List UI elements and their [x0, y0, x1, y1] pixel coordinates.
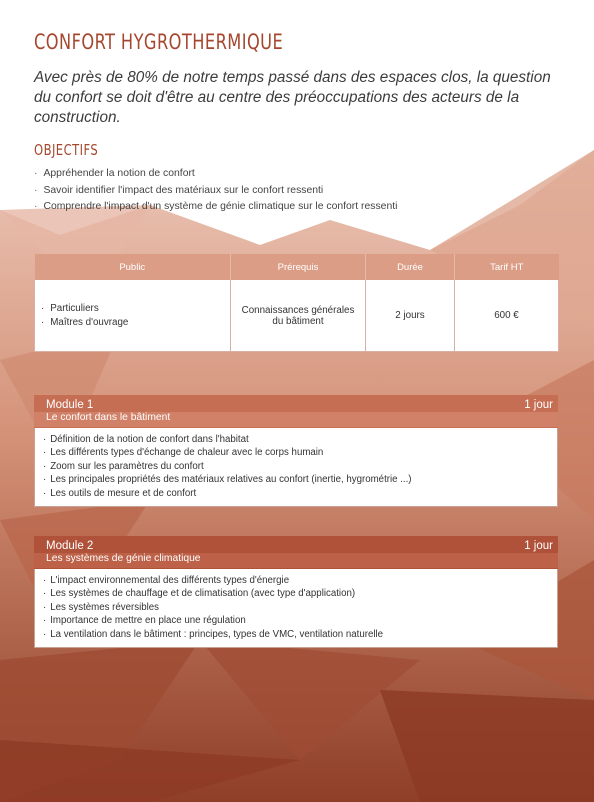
module-2 [34, 536, 558, 648]
module-content [34, 428, 558, 507]
objective-item: · Comprendre l'impact d'un système de génie climatique sur le confort ressenti [34, 199, 397, 216]
objective-item: · Savoir identifier l'impact des matériaux sur le confort ressenti [34, 183, 397, 200]
module-subtitle: Le confort dans le bâtiment [46, 412, 171, 423]
module-topic: · L'impact environnemental des différents types d'énergie [43, 574, 549, 587]
duree-cell: 2 jours [366, 280, 455, 352]
public-item: · Particuliers [41, 302, 224, 316]
module-subtitle: Les systèmes de génie climatique [46, 553, 201, 564]
info-table [34, 254, 559, 352]
public-list [41, 302, 224, 330]
column-header-public: Public [35, 254, 231, 280]
module-topic: · Les outils de mesure et de confort [43, 487, 549, 500]
module-header [34, 536, 558, 569]
module-topic: · Définition de la notion de confort dans l'habitat [43, 433, 549, 446]
module-topic: · Les principales propriétés des matériaux relatives au confort (inertie, hygrométrie ...) [43, 473, 549, 486]
info-table-header-row [35, 254, 559, 280]
module-topic-list [43, 574, 549, 641]
module-topic: · Les différents types d'échange de chaleur avec le corps humain [43, 446, 549, 459]
module-content [34, 569, 558, 648]
module-duration: 1 jour [524, 399, 553, 411]
module-header [34, 395, 558, 428]
intro-text: Avec près de 80% de notre temps passé dans des espaces clos, la question du confort se doit d'être au centre des préoccupations des acteurs de la construction. [34, 69, 551, 126]
module-subtitle-bar [34, 553, 558, 568]
objectives-title: OBJECTIFS [34, 141, 99, 159]
module-topic: · Les systèmes de chauffage et de climatisation (avec type d'application) [43, 587, 549, 600]
prerequis-cell: Connaissances générales du bâtiment [231, 280, 366, 352]
module-topic: · Zoom sur les paramètres du confort [43, 460, 549, 473]
tarif-cell: 600 € [455, 280, 559, 352]
column-header-duree: Durée [366, 254, 455, 280]
module-duration: 1 jour [524, 540, 553, 552]
public-cell [35, 280, 231, 352]
module-topic: · La ventilation dans le bâtiment : principes, types de VMC, ventilation naturelle [43, 628, 549, 641]
column-header-prerequis: Prérequis [231, 254, 366, 280]
module-name: Module 2 [46, 540, 94, 552]
column-header-tarif: Tarif HT [455, 254, 559, 280]
page-title: CONFORT HYGROTHERMIQUE [34, 30, 284, 54]
public-item: · Maîtres d'ouvrage [41, 316, 224, 330]
module-topic: · Les systèmes réversibles [43, 601, 549, 614]
objective-item: · Appréhender la notion de confort [34, 166, 397, 183]
module-1 [34, 395, 558, 507]
module-topic: · Importance de mettre en place une régulation [43, 614, 549, 627]
module-subtitle-bar [34, 412, 558, 427]
module-topic-list [43, 433, 549, 500]
module-name: Module 1 [46, 399, 94, 411]
info-table-row [35, 280, 559, 352]
objectives-list [34, 166, 397, 216]
